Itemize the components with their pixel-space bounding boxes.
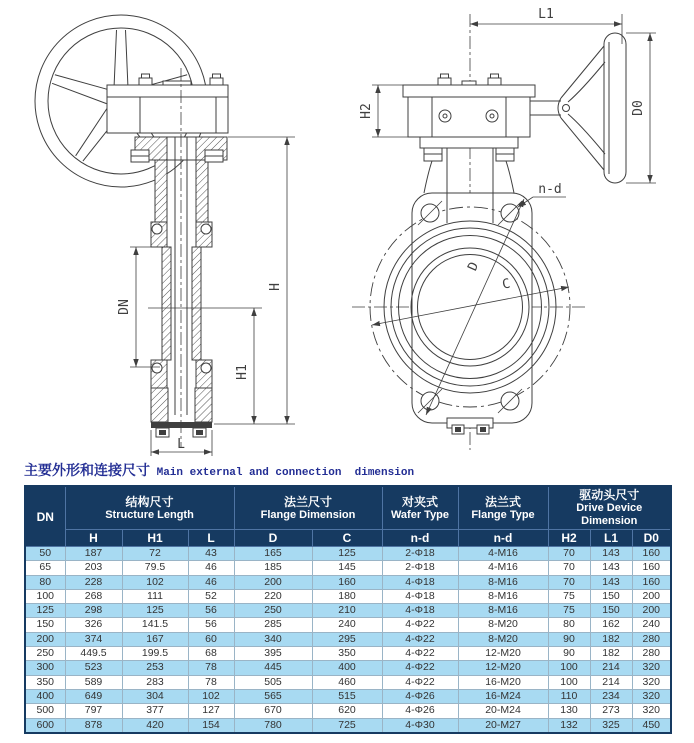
table-cell: 304 — [122, 689, 188, 703]
table-cell: 180 — [312, 589, 382, 603]
table-cell: 250 — [234, 604, 312, 618]
group-label-zh: 驱动头尺寸 — [579, 488, 640, 502]
col-header-h1: H1 — [122, 530, 188, 547]
gearbox-front — [403, 74, 535, 161]
table-cell: 214 — [590, 675, 632, 689]
dim-label-h: H — [268, 283, 283, 291]
table-cell: 162 — [590, 618, 632, 632]
table-cell: 185 — [234, 561, 312, 575]
table-cell: 167 — [122, 632, 188, 646]
table-row — [25, 689, 671, 703]
table-cell: 350 — [312, 647, 382, 661]
table-cell: 165 — [234, 547, 312, 561]
col-header-l1: L1 — [590, 530, 632, 547]
table-cell: 240 — [312, 618, 382, 632]
table-cell: 4-Φ26 — [382, 704, 458, 718]
table-cell: 273 — [590, 704, 632, 718]
table-cell: 4-M16 — [458, 547, 548, 561]
table-cell: 670 — [234, 704, 312, 718]
table-cell: 78 — [188, 675, 234, 689]
table-cell: 220 — [234, 589, 312, 603]
table-cell: 320 — [632, 704, 671, 718]
table-cell: 340 — [234, 632, 312, 646]
table-cell: 182 — [590, 647, 632, 661]
table-cell: 200 — [25, 632, 65, 646]
table-cell: 4-Φ22 — [382, 618, 458, 632]
table-cell: 234 — [590, 689, 632, 703]
table-cell: 4-Φ18 — [382, 575, 458, 589]
group-label-en: Wafer Type — [390, 508, 450, 521]
table-cell: 143 — [590, 575, 632, 589]
dim-label-c: C — [501, 276, 512, 293]
table-row — [25, 547, 671, 561]
table-cell: 268 — [65, 589, 122, 603]
table-cell: 320 — [632, 689, 671, 703]
table-row — [25, 632, 671, 646]
table-cell: 420 — [122, 718, 188, 733]
table-cell: 200 — [234, 575, 312, 589]
col-header-dn: DN — [25, 486, 65, 547]
table-row — [25, 718, 671, 733]
group-label-zh: 法兰式 — [484, 494, 521, 509]
table-cell: 214 — [590, 661, 632, 675]
table-row — [25, 589, 671, 603]
col-header-h: H — [65, 530, 122, 547]
section-title — [24, 460, 694, 480]
table-cell: 325 — [590, 718, 632, 733]
col-header-d: D — [234, 530, 312, 547]
table-cell: 295 — [312, 632, 382, 646]
table-cell: 589 — [65, 675, 122, 689]
group-label-en: Structure Length — [105, 508, 194, 521]
col-header-d0: D0 — [632, 530, 671, 547]
table-cell: 70 — [548, 575, 590, 589]
group-label-zh: 对夹式 — [401, 494, 438, 509]
table-cell: 20-M27 — [458, 718, 548, 733]
dim-label-h1: H1 — [235, 364, 250, 380]
table-cell: 285 — [234, 618, 312, 632]
table-cell: 505 — [234, 675, 312, 689]
table-cell: 320 — [632, 661, 671, 675]
group-label-zh: 法兰尺寸 — [283, 494, 332, 509]
table-cell: 8-M16 — [458, 589, 548, 603]
table-cell: 600 — [25, 718, 65, 733]
table-cell: 100 — [548, 675, 590, 689]
table-cell: 143 — [590, 547, 632, 561]
table-cell: 228 — [65, 575, 122, 589]
table-cell: 78 — [188, 661, 234, 675]
table-cell: 130 — [548, 704, 590, 718]
table-cell: 4-Φ26 — [382, 689, 458, 703]
group-label-en: Flange Type — [471, 508, 535, 521]
dimension-table — [24, 485, 672, 734]
table-row — [25, 675, 671, 689]
table-cell: 68 — [188, 647, 234, 661]
group-label-en: Drive Device Dimension — [576, 502, 643, 527]
table-cell: 4-Φ22 — [382, 647, 458, 661]
table-cell: 102 — [188, 689, 234, 703]
col-header-flange-nd: n-d — [458, 530, 548, 547]
table-cell: 4-Φ30 — [382, 718, 458, 733]
table-cell: 75 — [548, 589, 590, 603]
table-cell: 20-M24 — [458, 704, 548, 718]
table-cell: 160 — [632, 575, 671, 589]
table-cell: 283 — [122, 675, 188, 689]
col-header-h2: H2 — [548, 530, 590, 547]
table-cell: 4-Φ18 — [382, 589, 458, 603]
table-cell: 4-Φ22 — [382, 675, 458, 689]
table-cell: 199.5 — [122, 647, 188, 661]
section-title-en: Main external and connection dimension — [150, 467, 415, 479]
col-header-l: L — [188, 530, 234, 547]
table-cell: 100 — [548, 661, 590, 675]
table-cell: 102 — [122, 575, 188, 589]
table-cell: 141.5 — [122, 618, 188, 632]
table-cell: 70 — [548, 561, 590, 575]
table-cell: 46 — [188, 575, 234, 589]
table-cell: 187 — [65, 547, 122, 561]
table-cell: 240 — [632, 618, 671, 632]
table-cell: 16-M24 — [458, 689, 548, 703]
group-label-en: Flange Dimension — [260, 508, 356, 521]
table-cell: 725 — [312, 718, 382, 733]
table-cell: 52 — [188, 589, 234, 603]
table-cell: 4-Φ22 — [382, 661, 458, 675]
table-cell: 8-M16 — [458, 575, 548, 589]
table-cell: 565 — [234, 689, 312, 703]
table-row — [25, 561, 671, 575]
table-cell: 780 — [234, 718, 312, 733]
table-cell: 150 — [25, 618, 65, 632]
dim-label-l: L — [177, 437, 185, 452]
table-cell: 445 — [234, 661, 312, 675]
table-cell: 300 — [25, 661, 65, 675]
table-cell: 125 — [25, 604, 65, 618]
table-cell: 449.5 — [65, 647, 122, 661]
table-cell: 4-M16 — [458, 561, 548, 575]
table-cell: 72 — [122, 547, 188, 561]
table-cell: 60 — [188, 632, 234, 646]
col-group-wafer — [382, 486, 458, 530]
table-cell: 75 — [548, 604, 590, 618]
table-cell: 515 — [312, 689, 382, 703]
table-cell: 203 — [65, 561, 122, 575]
table-row — [25, 618, 671, 632]
table-cell: 12-M20 — [458, 647, 548, 661]
col-header-c: C — [312, 530, 382, 547]
table-cell: 4-Φ22 — [382, 632, 458, 646]
table-cell: 450 — [632, 718, 671, 733]
table-cell: 46 — [188, 561, 234, 575]
table-cell: 125 — [122, 604, 188, 618]
table-cell: 400 — [312, 661, 382, 675]
table-cell: 460 — [312, 675, 382, 689]
col-group-drive — [548, 486, 671, 530]
table-cell: 12-M20 — [458, 661, 548, 675]
table-cell: 253 — [122, 661, 188, 675]
table-cell: 90 — [548, 647, 590, 661]
table-cell: 160 — [632, 561, 671, 575]
table-cell: 100 — [25, 589, 65, 603]
col-group-flange-dim — [234, 486, 382, 530]
table-cell: 523 — [65, 661, 122, 675]
table-cell: 8-M16 — [458, 604, 548, 618]
table-cell: 50 — [25, 547, 65, 561]
table-cell: 143 — [590, 561, 632, 575]
table-cell: 65 — [25, 561, 65, 575]
col-group-structure — [65, 486, 234, 530]
col-header-wafer-nd: n-d — [382, 530, 458, 547]
table-cell: 8-M20 — [458, 618, 548, 632]
table-cell: 80 — [548, 618, 590, 632]
table-cell: 16-M20 — [458, 675, 548, 689]
table-cell: 2-Φ18 — [382, 561, 458, 575]
table-row — [25, 647, 671, 661]
dim-label-nd: n-d — [538, 182, 562, 197]
table-cell: 182 — [590, 632, 632, 646]
dim-label-l1: L1 — [538, 7, 554, 22]
table-cell: 111 — [122, 589, 188, 603]
table-cell: 320 — [632, 675, 671, 689]
valve-neck — [131, 137, 227, 437]
table-cell: 350 — [25, 675, 65, 689]
dim-label-d0: D0 — [631, 100, 646, 116]
table-cell: 2-Φ18 — [382, 547, 458, 561]
table-cell: 90 — [548, 632, 590, 646]
dim-label-h2: H2 — [359, 103, 374, 119]
table-cell: 79.5 — [122, 561, 188, 575]
table-cell: 70 — [548, 547, 590, 561]
table-cell: 43 — [188, 547, 234, 561]
table-cell: 56 — [188, 618, 234, 632]
table-cell: 878 — [65, 718, 122, 733]
table-cell: 150 — [590, 589, 632, 603]
dim-label-dn: DN — [117, 299, 132, 315]
table-cell: 80 — [25, 575, 65, 589]
table-cell: 127 — [188, 704, 234, 718]
table-cell: 377 — [122, 704, 188, 718]
table-row — [25, 704, 671, 718]
table-row — [25, 575, 671, 589]
table-cell: 200 — [632, 604, 671, 618]
side-view — [35, 15, 295, 456]
table-body — [25, 547, 671, 733]
group-label-zh: 结构尺寸 — [125, 494, 174, 509]
table-cell: 395 — [234, 647, 312, 661]
table-cell: 298 — [65, 604, 122, 618]
table-cell: 160 — [312, 575, 382, 589]
table-row — [25, 661, 671, 675]
table-cell: 374 — [65, 632, 122, 646]
table-cell: 280 — [632, 632, 671, 646]
col-group-flange-type — [458, 486, 548, 530]
front-view — [352, 7, 656, 450]
table-cell: 500 — [25, 704, 65, 718]
table-cell: 200 — [632, 589, 671, 603]
table-cell: 620 — [312, 704, 382, 718]
gearbox-side — [107, 74, 228, 133]
table-cell: 797 — [65, 704, 122, 718]
table-cell: 110 — [548, 689, 590, 703]
table-cell: 56 — [188, 604, 234, 618]
table-cell: 210 — [312, 604, 382, 618]
table-cell: 132 — [548, 718, 590, 733]
table-cell: 154 — [188, 718, 234, 733]
table-cell: 125 — [312, 547, 382, 561]
handwheel-profile — [530, 33, 626, 183]
table-cell: 160 — [632, 547, 671, 561]
table-cell: 250 — [25, 647, 65, 661]
table-cell: 8-M20 — [458, 632, 548, 646]
section-title-zh: 主要外形和连接尺寸 — [24, 462, 150, 478]
table-cell: 649 — [65, 689, 122, 703]
table-cell: 4-Φ18 — [382, 604, 458, 618]
table-cell: 145 — [312, 561, 382, 575]
table-cell: 400 — [25, 689, 65, 703]
table-cell: 150 — [590, 604, 632, 618]
table-cell: 326 — [65, 618, 122, 632]
dim-label-d: D — [465, 259, 483, 274]
table-row — [25, 604, 671, 618]
table-cell: 280 — [632, 647, 671, 661]
